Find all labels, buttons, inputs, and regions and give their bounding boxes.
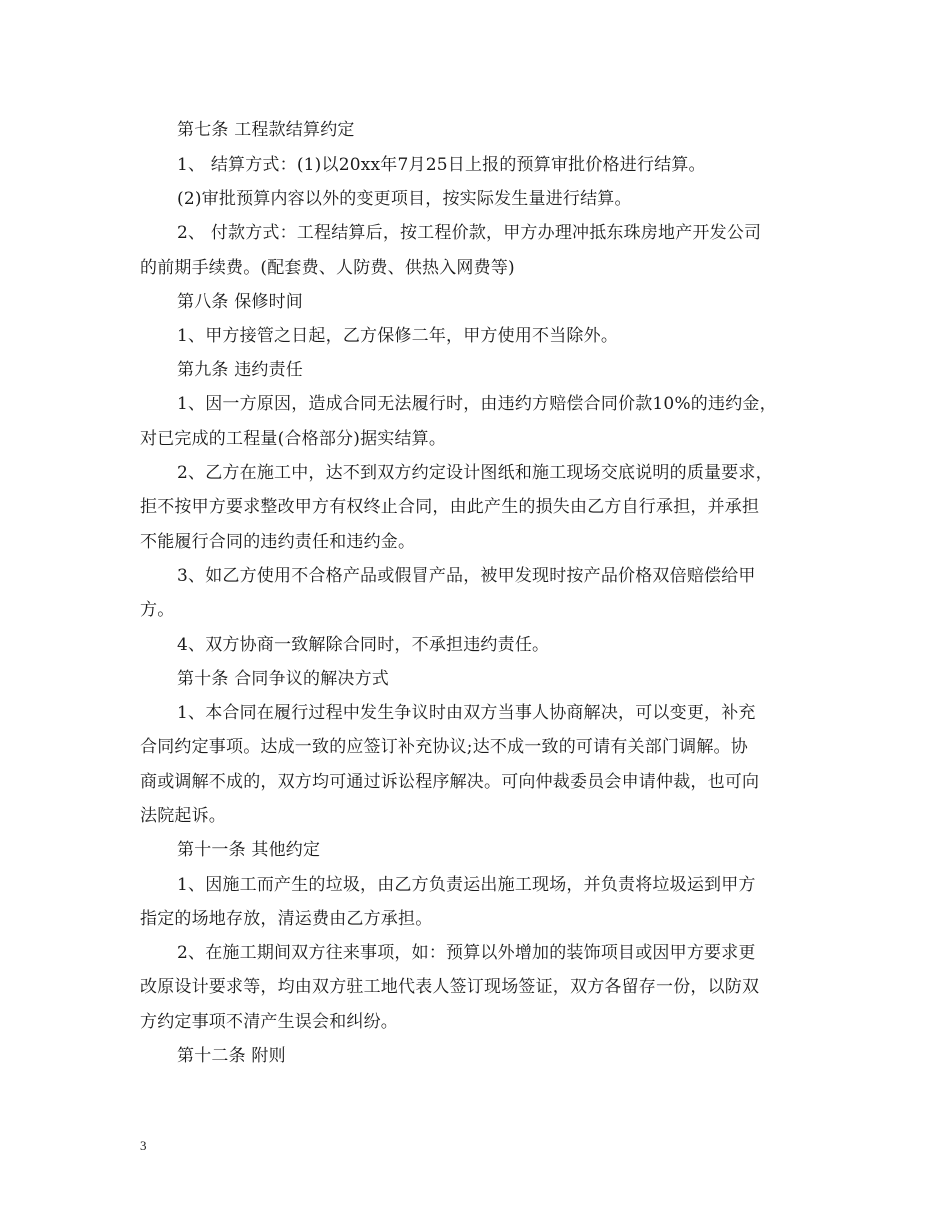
paragraph-line: 法院起诉。 xyxy=(140,806,226,826)
paragraph-line: 4、双方协商一致解除合同时，不承担违约责任。 xyxy=(177,635,550,655)
paragraph-line: (2)审批预算内容以外的变更项目，按实际发生量进行结算。 xyxy=(177,189,632,209)
article-7-heading: 第七条 工程款结算约定 xyxy=(177,120,355,140)
paragraph-line: 1、 结算方式：(1)以20xx年7月25日上报的预算审批价格进行结算。 xyxy=(177,155,706,175)
article-8-heading: 第八条 保修时间 xyxy=(177,292,304,312)
paragraph-line: 1、本合同在履行过程中发生争议时由双方当事人协商解决，可以变更，补充 xyxy=(177,703,756,723)
paragraph-line: 2、 付款方式：工程结算后，按工程价款，甲方办理冲抵东珠房地产开发公司 xyxy=(177,223,762,243)
paragraph-line: 不能履行合同的违约责任和违约金。 xyxy=(140,532,416,552)
paragraph-line: 1、甲方接管之日起，乙方保修二年，甲方使用不当除外。 xyxy=(177,326,619,346)
paragraph-line: 改原设计要求等，均由双方驻工地代表人签订现场签证，双方各留存一份，以防双 xyxy=(140,977,760,997)
paragraph-line: 3、如乙方使用不合格产品或假冒产品，被甲发现时按产品价格双倍赔偿给甲 xyxy=(177,566,756,586)
article-12-heading: 第十二条 附则 xyxy=(177,1046,286,1066)
paragraph-line: 1、因施工而产生的垃圾，由乙方负责运出施工现场，并负责将垃圾运到甲方 xyxy=(177,875,756,895)
paragraph-line: 2、在施工期间双方往来事项，如：预算以外增加的装饰项目或因甲方要求更 xyxy=(177,943,756,963)
paragraph-line: 指定的场地存放，清运费由乙方承担。 xyxy=(140,909,433,929)
paragraph-line: 2、乙方在施工中，达不到双方约定设计图纸和施工现场交底说明的质量要求， xyxy=(177,463,773,483)
paragraph-line: 的前期手续费。(配套费、人防费、供热入网费等) xyxy=(140,258,515,278)
paragraph-line: 方约定事项不清产生误会和纠纷。 xyxy=(140,1012,398,1032)
paragraph-line: 商或调解不成的，双方均可通过诉讼程序解决。可向仲裁委员会申请仲裁，也可向 xyxy=(140,772,760,792)
paragraph-line: 1、因一方原因，造成合同无法履行时，由违约方赔偿合同价款10%的违约金， xyxy=(177,394,777,414)
article-9-heading: 第九条 违约责任 xyxy=(177,360,304,380)
paragraph-line: 方。 xyxy=(140,600,175,620)
article-11-heading: 第十一条 其他约定 xyxy=(177,840,321,860)
paragraph-line: 对已完成的工程量(合格部分)据实结算。 xyxy=(140,429,447,449)
paragraph-line: 拒不按甲方要求整改甲方有权终止合同，由此产生的损失由乙方自行承担，并承担 xyxy=(140,497,760,517)
page-number: 3 xyxy=(140,1138,147,1153)
article-10-heading: 第十条 合同争议的解决方式 xyxy=(177,669,390,689)
paragraph-line: 合同约定事项。达成一致的应签订补充协议;达不成一致的可请有关部门调解。协 xyxy=(140,737,748,757)
